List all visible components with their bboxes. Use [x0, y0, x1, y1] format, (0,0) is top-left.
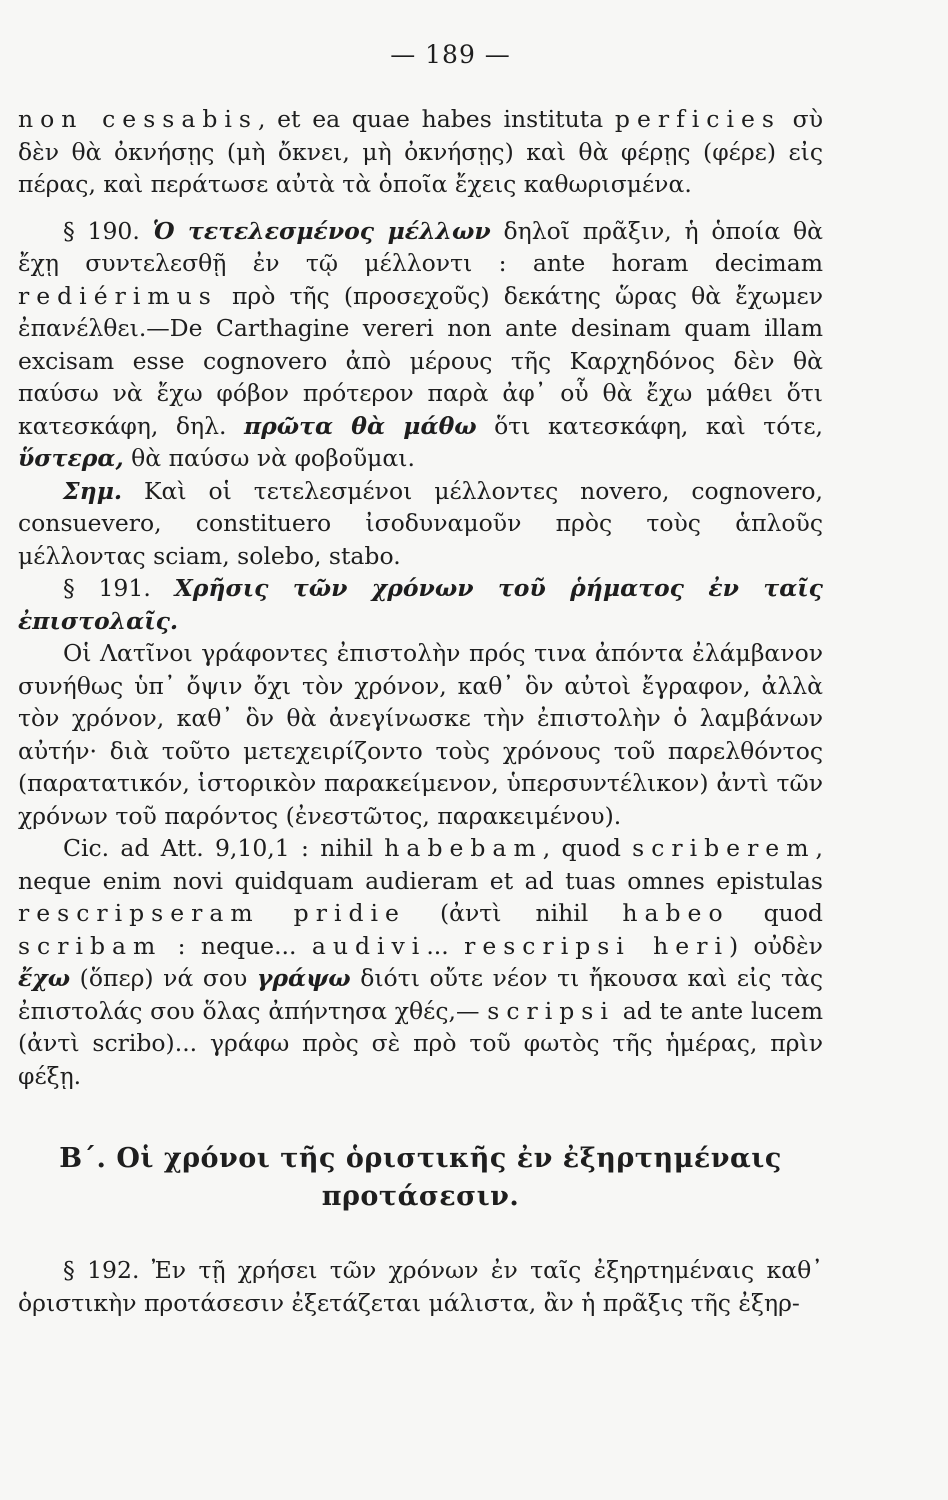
text-segment: scripsi: [487, 996, 615, 1025]
text-segment: ἔχω: [18, 964, 71, 992]
text-segment: σὺ δὲν θὰ ὀκνήσῃς (μὴ ὄκνει, μὴ ὀκνήσῃς) καὶ θὰ φέρῃς (φέρε) εἰς πέρας, καὶ περάτωσε αὐτὰ τὰ ὁποῖα ἔχεις καθωρισμένα.: [18, 105, 823, 198]
text-segment: ὅτι κατεσκάφη, καὶ τότε,: [476, 411, 823, 440]
text-segment: non cessabis: [18, 105, 258, 133]
paragraph-p4: [18, 572, 823, 637]
text-segment: rescripsi heri: [464, 931, 729, 960]
section-heading-number: Β΄.: [59, 1143, 107, 1174]
text-segment: : neque...: [162, 931, 312, 960]
text-segment: Σημ.: [63, 476, 123, 505]
text-segment: διότι οὔτε νέον τι ἤκουσα καὶ εἰς τὰς ἐπιστολάς σου ὅλας ἀπήντησα χθές,—: [18, 964, 823, 1025]
section-heading: [18, 1140, 823, 1216]
text-segment: γράψω: [256, 964, 351, 992]
text-segment: , neque enim novi quidquam audieram et ad tuas omnes epistulas: [18, 834, 823, 895]
text-segment: § 190.: [63, 216, 153, 245]
text-segment: rediérimus: [18, 281, 218, 310]
text-segment: , et ea quae habes instituta: [257, 105, 615, 133]
text-segment: ...: [426, 931, 465, 960]
text-segment: scribam: [18, 931, 163, 960]
text-segment: audivi: [311, 931, 427, 960]
paragraph-p5: [18, 637, 823, 832]
paragraph-gap: [18, 201, 823, 215]
text-segment: scriberem: [632, 834, 816, 862]
text-segment: Χρῆσις τῶν χρόνων τοῦ ῥήματος ἐν ταῖς ἐπιστολαῖς.: [18, 574, 823, 635]
text-segment: (ὅπερ) νά σου: [70, 964, 257, 992]
text-segment: πρὸ τῆς (προσεχοῦς) δεκάτης ὥρας θὰ ἔχωμεν ἐπανέλθει.—De Carthagine vereri non ante desinam quam illam excisam esse cognovero ἀπὸ μέρους τῆς Καρχηδόνος δὲν θὰ παύσω νὰ ἔχω φόβον πρότερον παρὰ ἀφ᾽ οὗ θὰ ἔχω μάθει ὅτι κατεσκάφη, δηλ.: [18, 281, 823, 440]
paragraph-p2: [18, 215, 823, 475]
paragraph-list: [18, 103, 823, 1092]
text-segment: ad te ante lucem (ἀντὶ scribo)... γράφω πρὸς σὲ πρὸ τοῦ φωτὸς τῆς ἡμέρας, πρὶν φέξῃ.: [18, 996, 823, 1090]
text-segment: Καὶ οἱ τετελεσμένοι μέλλοντες novero, cognovero, consuevero, constituero ἰσοδυναμοῦν πρὸς τοὺς ἁπλοῦς μέλλοντας sciam, solebo, stabo.: [18, 476, 823, 570]
text-segment: (ἀντὶ nihil: [405, 899, 623, 927]
text-segment: ὕστερα,: [18, 444, 124, 472]
text-segment: , quod: [542, 834, 633, 862]
text-segment: § 191.: [63, 574, 175, 602]
text-segment: θὰ παύσω νὰ φοβοῦμαι.: [123, 444, 415, 472]
text-segment: πρῶτα θὰ μάθω: [243, 411, 477, 440]
page: [18, 40, 823, 1319]
text-segment: quod: [729, 899, 823, 927]
text-segment: rescripseram: [18, 899, 260, 927]
section-heading-text: Οἱ χρόνοι τῆς ὁριστικῆς ἐν ἐξηρτημέναις προτάσεσιν.: [116, 1143, 782, 1212]
paragraph-p1: [18, 103, 823, 201]
text-segment: Cic. ad Att. 9,10,1 : nihil: [63, 834, 385, 862]
paragraph-p3: [18, 475, 823, 573]
text-segment: δηλοῖ πρᾶξιν, ἡ ὁποία θὰ ἔχῃ συντελεσθῇ ἐν τῷ μέλλοντι : ante horam decimam: [18, 216, 823, 277]
text-segment: Οἱ Λατῖνοι γράφοντες ἐπιστολὴν πρός τινα ἀπόντα ἐλάμβανον συνήθως ὑπ᾽ ὄψιν ὄχι τὸν χρόνον, καθ᾽ ὃν αὐτοὶ ἔγραφον, ἀλλὰ τὸν χρόνον, καθ᾽ ὃν θὰ ἀνεγίνωσκε τὴν ἐπιστολὴν ὁ λαμβάνων αὐτήν· διὰ τοῦτο μετεχειρίζοντο τοὺς χρόνους τοῦ παρελθόντος (παρατατικόν, ἱστορικὸν παρακείμενον, ὑπερσυντέλικον) ἀντὶ τῶν χρόνων τοῦ παρόντος (ἐνεστῶτος, παρακειμένου).: [18, 639, 823, 830]
page-number: — 189 —: [390, 40, 511, 69]
text-segment: Ὁ τετελεσμένος μέλλων: [152, 216, 491, 245]
text-segment: habeo: [622, 899, 730, 927]
text-segment: habebam: [384, 834, 543, 862]
paragraph-p7: [18, 1254, 823, 1319]
text-segment: [260, 899, 294, 927]
text-segment: perficies: [614, 105, 781, 133]
text-segment: § 192. Ἐν τῇ χρήσει τῶν χρόνων ἐν ταῖς ἐξηρτημέναις καθ᾽ ὁριστικὴν προτάσεσιν ἐξετάζεται μάλιστα, ἂν ἡ πρᾶξις τῆς ἐξηρ-: [18, 1256, 823, 1317]
text-segment: ) οὐδὲν: [728, 931, 823, 960]
paragraph-p6: [18, 832, 823, 1092]
final-paragraph-container: [18, 1254, 823, 1319]
text-segment: pridie: [293, 899, 406, 927]
